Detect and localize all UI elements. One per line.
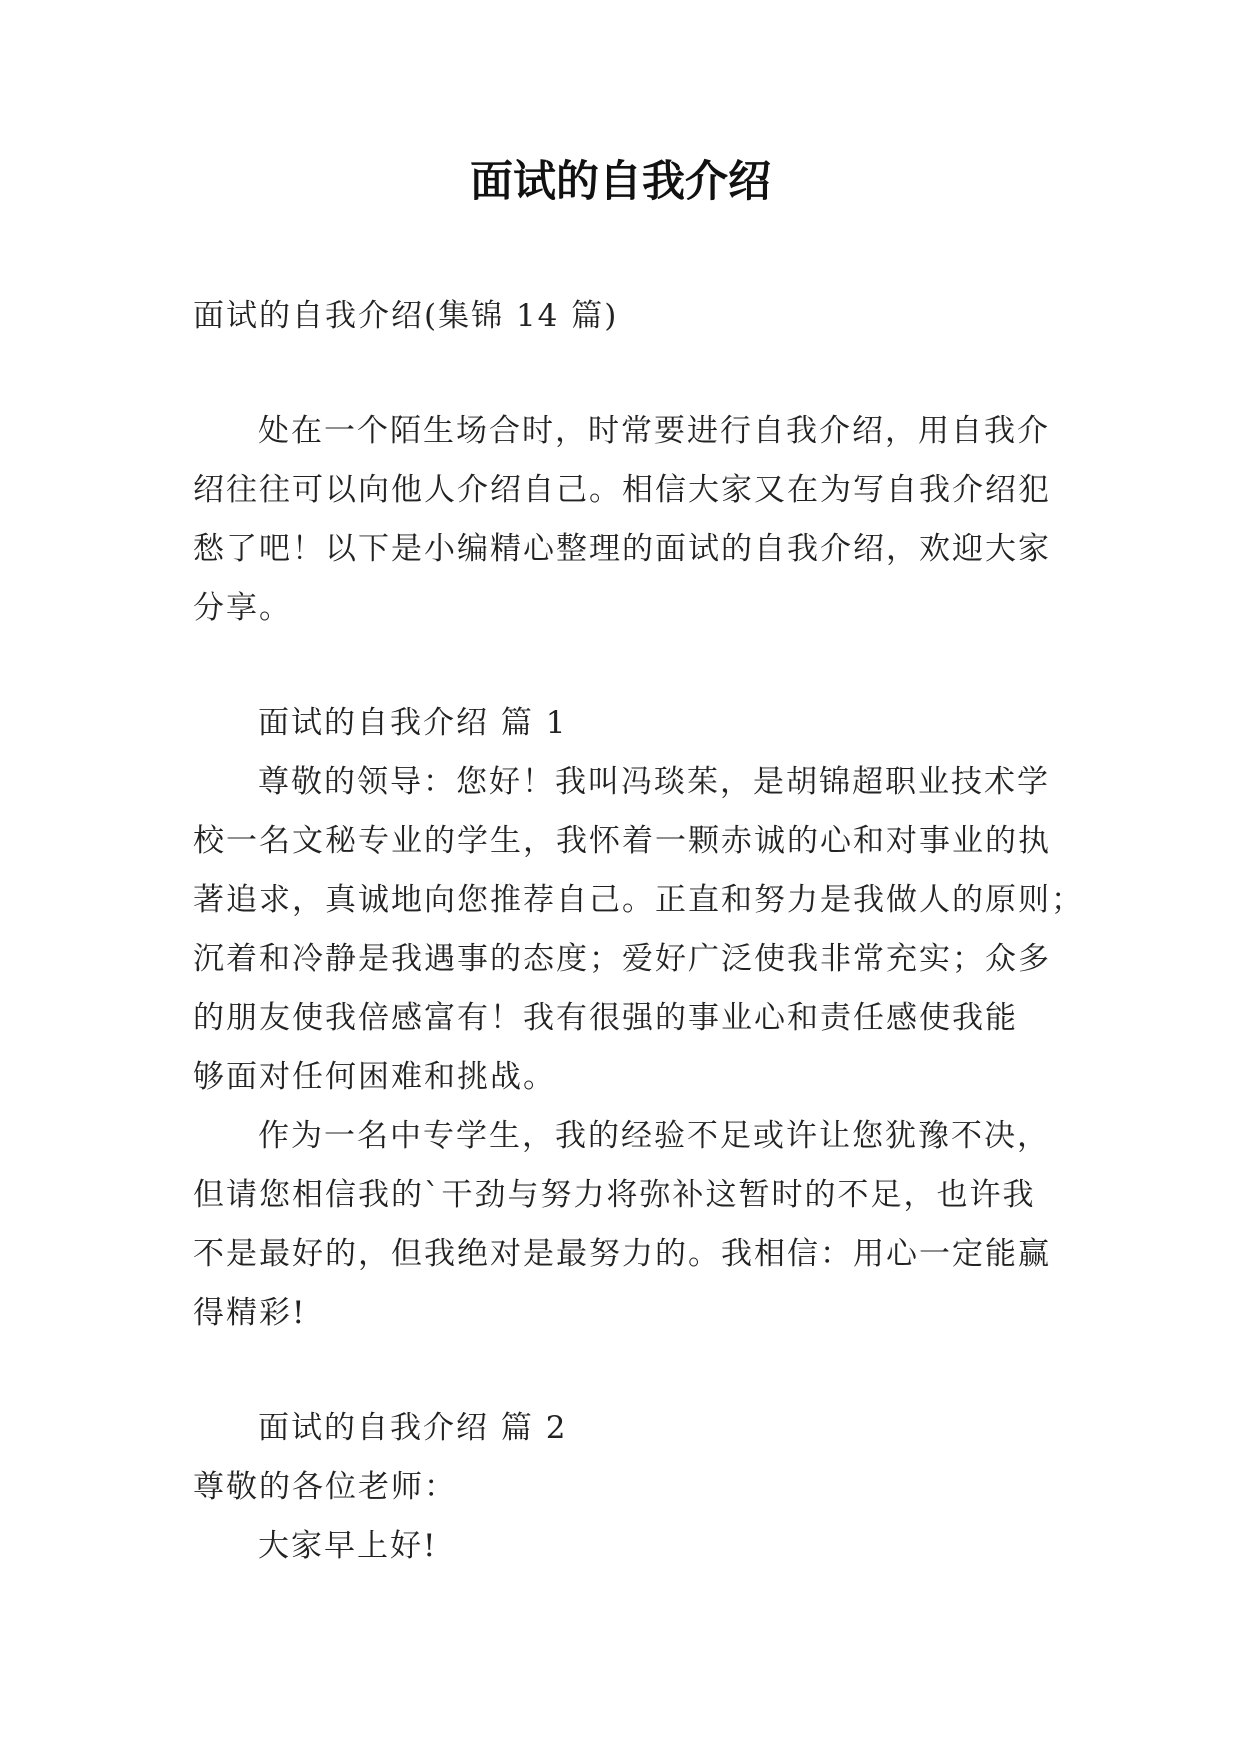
body-line: 的朋友使我倍感富有！我有很强的事业心和责任感使我能 <box>193 1000 1018 1036</box>
body-line: 尊敬的领导：您好！我叫冯琰茱，是胡锦超职业技术学 <box>258 764 1050 800</box>
body-line: 著追求，真诚地向您推荐自己。正直和努力是我做人的原则； <box>193 882 1084 918</box>
body-line: 不是最好的，但我绝对是最努力的。我相信：用心一定能赢 <box>193 1236 1051 1272</box>
body-line: 校一名文秘专业的学生，我怀着一颗赤诚的心和对事业的执 <box>193 823 1051 859</box>
body-line: 作为一名中专学生，我的经验不足或许让您犹豫不决， <box>258 1118 1050 1154</box>
intro-line: 分享。 <box>193 590 292 626</box>
section-heading: 面试的自我介绍 篇 2 <box>258 1410 568 1446</box>
section-heading: 面试的自我介绍 篇 1 <box>258 705 568 741</box>
salutation: 尊敬的各位老师： <box>193 1469 457 1505</box>
intro-line: 绍往往可以向他人介绍自己。相信大家又在为写自我介绍犯 <box>193 472 1051 508</box>
body-line: 得精彩! <box>193 1295 307 1331</box>
intro-line: 愁了吧！以下是小编精心整理的面试的自我介绍，欢迎大家 <box>193 531 1051 567</box>
body-line: 沉着和冷静是我遇事的态度；爱好广泛使我非常充实；众多 <box>193 941 1051 977</box>
intro-line: 处在一个陌生场合时，时常要进行自我介绍，用自我介 <box>258 413 1050 449</box>
greeting: 大家早上好! <box>258 1528 438 1564</box>
document-title: 面试的自我介绍 <box>470 157 771 207</box>
document-subtitle: 面试的自我介绍(集锦 14 篇) <box>193 298 619 334</box>
body-line: 够面对任何困难和挑战。 <box>193 1059 556 1095</box>
body-line: 但请您相信我的`干劲与努力将弥补这暂时的不足，也许我 <box>193 1177 1036 1213</box>
